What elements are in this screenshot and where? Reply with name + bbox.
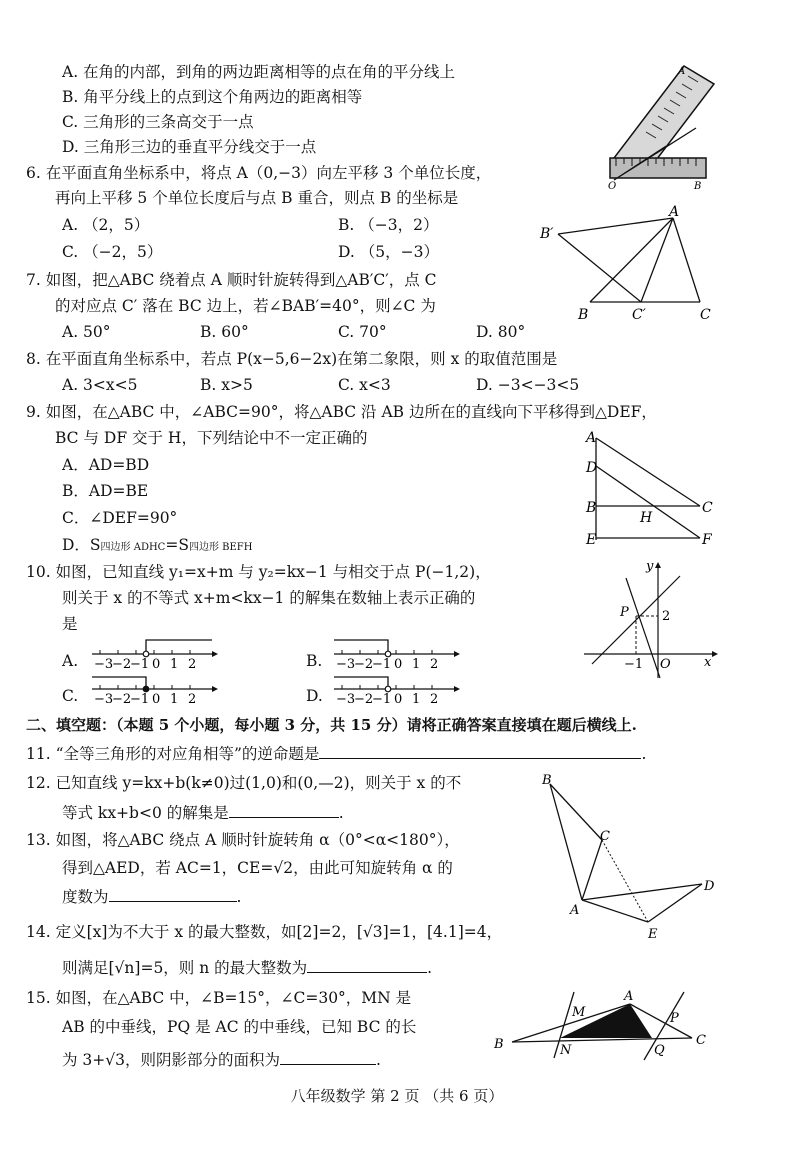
ruler-label-b: B bbox=[694, 181, 702, 192]
q8-option-b: B. x>5 bbox=[200, 376, 253, 394]
q10-label-o: O bbox=[660, 657, 671, 672]
q15-figure bbox=[490, 990, 716, 1062]
q9-label-f: F bbox=[702, 532, 712, 548]
q12-stem-line1: 12. 已知直线 y=kx+b(k≠0)过(1,0)和(0,—2)，则关于 x 的不 bbox=[26, 774, 462, 792]
q12-end: . bbox=[338, 804, 344, 822]
q10-b-tick: −1 bbox=[372, 657, 392, 672]
q13-label-e: E bbox=[648, 927, 658, 942]
q11-end: . bbox=[641, 745, 647, 763]
q10-a-tick: 1 bbox=[170, 657, 179, 672]
q5-option-a: A. 在角的内部，到角的两边距离相等的点在角的平分线上 bbox=[62, 63, 456, 81]
q15-label-b: B bbox=[494, 1037, 504, 1052]
q10-option-a-label: A. bbox=[62, 652, 79, 670]
q15-label-q: Q bbox=[654, 1043, 665, 1058]
q10-stem-line2: 则关于 x 的不等式 x+m<kx−1 的解集在数轴上表示正确的 bbox=[62, 589, 476, 607]
q10-label-p: P bbox=[620, 605, 629, 620]
q14-line2-text: 则满足[√n]=5，则 n 的最大整数为 bbox=[62, 959, 308, 977]
q7-option-d: D. 80° bbox=[476, 323, 526, 341]
q13-stem-line2: 得到△AED，若 AC=1，CE=√2，由此可知旋转角 α 的 bbox=[62, 859, 453, 877]
q11-answer-blank[interactable] bbox=[319, 744, 641, 759]
q12-answer-blank[interactable] bbox=[229, 803, 339, 818]
q13-stem-line1: 13. 如图，将△ABC 绕点 A 顺时针旋转角 α（0°<α<180°）， bbox=[26, 831, 460, 849]
q10-option-b-label: B. bbox=[306, 652, 323, 670]
q10-option-c-label: C. bbox=[62, 687, 79, 705]
q10-label-two: 2 bbox=[662, 609, 671, 624]
q10-a-tick: −1 bbox=[130, 657, 150, 672]
q11-text: 11. “全等三角形的对应角相等”的逆命题是 bbox=[26, 745, 320, 763]
q12-line2-text: 等式 kx+b<0 的解集是 bbox=[62, 804, 229, 822]
q9-label-e: E bbox=[586, 532, 597, 548]
q15-end: . bbox=[376, 1051, 381, 1069]
q9-option-d-sub1: 四边形 ADHC bbox=[100, 542, 166, 553]
ruler-figure bbox=[606, 62, 722, 190]
q10-b-tick: 0 bbox=[394, 657, 403, 672]
q6-option-a: A. （2，5） bbox=[62, 216, 150, 234]
q9-option-d-eq: =S bbox=[165, 536, 189, 554]
q15-stem-line2: AB 的中垂线，PQ 是 AC 的中垂线，已知 BC 的长 bbox=[62, 1018, 417, 1036]
q10-option-d-numberline bbox=[330, 671, 462, 705]
q9-option-d bbox=[62, 535, 252, 558]
q10-label-neg1: −1 bbox=[624, 657, 644, 672]
q7-label-b1: B′ bbox=[540, 226, 554, 242]
q7-stem-line1: 7. 如图，把△ABC 绕着点 A 顺时针旋转得到△AB′C′，点 C bbox=[26, 271, 437, 289]
q10-c-tick: −1 bbox=[130, 692, 150, 707]
q15-label-p: P bbox=[670, 1011, 679, 1026]
q10-b-tick: 1 bbox=[412, 657, 421, 672]
q10-stem-line3: 是 bbox=[62, 615, 78, 633]
q10-d-tick: 1 bbox=[412, 692, 421, 707]
q10-label-y: y bbox=[646, 559, 654, 574]
q6-option-d: D. （5，−3） bbox=[338, 243, 439, 261]
q13-answer-blank[interactable] bbox=[109, 887, 237, 902]
q15-stem-line1: 15. 如图，在△ABC 中，∠B=15°，∠C=30°，MN 是 bbox=[26, 989, 412, 1007]
q15-stem-line3 bbox=[62, 1050, 381, 1070]
q9-stem-line1: 9. 如图，在△ABC 中，∠ABC=90°，将△ABC 沿 AB 边所在的直线向下平移得到△DEF， bbox=[26, 403, 657, 421]
q13-figure bbox=[536, 770, 726, 948]
ruler-label-o: O bbox=[608, 181, 617, 192]
page-footer: 八年级数学 第 2 页 （共 6 页） bbox=[290, 1087, 504, 1105]
q6-option-b: B. （−3，2） bbox=[338, 216, 439, 234]
q6-stem-line1: 6. 在平面直角坐标系中，将点 A（0,−3）向左平移 3 个单位长度， bbox=[26, 164, 492, 182]
q9-label-h: H bbox=[640, 510, 653, 526]
q13-label-d: D bbox=[704, 879, 715, 894]
q9-option-a: A．AD=BD bbox=[62, 456, 150, 474]
q15-answer-blank[interactable] bbox=[280, 1050, 376, 1065]
q13-label-b: B bbox=[542, 773, 552, 788]
q10-b-tick: −3 bbox=[336, 657, 356, 672]
q7-stem-line2: 的对应点 C′ 落在 BC 边上，若∠BAB′=40°，则∠C 为 bbox=[55, 297, 436, 315]
q10-option-c-numberline bbox=[88, 671, 220, 705]
q7-label-c: C bbox=[700, 307, 711, 323]
q14-stem-line2 bbox=[62, 958, 432, 978]
q9-option-b: B．AD=BE bbox=[62, 482, 149, 500]
q9-label-b: B bbox=[586, 500, 597, 516]
q10-label-x: x bbox=[704, 655, 712, 670]
q7-option-b: B. 60° bbox=[200, 323, 249, 341]
q10-c-tick: 2 bbox=[188, 692, 197, 707]
q14-answer-blank[interactable] bbox=[307, 958, 427, 973]
q7-figure bbox=[538, 206, 718, 324]
q10-d-tick: −1 bbox=[372, 692, 392, 707]
q5-option-c: C. 三角形的三条高交于一点 bbox=[62, 113, 254, 131]
q9-option-d-prefix: D．S bbox=[62, 536, 101, 554]
q5-option-d: D. 三角形三边的垂直平分线交于一点 bbox=[62, 138, 317, 156]
q10-d-tick: −2 bbox=[354, 692, 374, 707]
q9-label-a: A bbox=[586, 430, 597, 446]
q13-end: . bbox=[236, 888, 242, 906]
q7-label-a: A bbox=[669, 204, 680, 220]
q15-label-a: A bbox=[624, 989, 634, 1004]
q10-d-tick: −3 bbox=[336, 692, 356, 707]
q10-c-tick: 0 bbox=[152, 692, 161, 707]
q15-label-c: C bbox=[696, 1033, 706, 1048]
q15-label-n: N bbox=[560, 1043, 572, 1058]
q8-option-d: D. −3<−3<5 bbox=[476, 376, 580, 394]
q5-option-b: B. 角平分线上的点到这个角两边的距离相等 bbox=[62, 88, 363, 106]
q10-option-a-numberline bbox=[88, 636, 220, 670]
q9-label-c: C bbox=[702, 500, 713, 516]
q15-label-m: M bbox=[572, 1005, 586, 1020]
q10-c-tick: −2 bbox=[112, 692, 132, 707]
ruler-label-a: A bbox=[678, 66, 686, 77]
q10-a-tick: −3 bbox=[94, 657, 114, 672]
q10-d-tick: 0 bbox=[394, 692, 403, 707]
q10-figure bbox=[580, 560, 720, 680]
q10-c-tick: −3 bbox=[94, 692, 114, 707]
q10-option-b-numberline bbox=[330, 636, 462, 670]
q6-option-c: C. （−2，5） bbox=[62, 243, 163, 261]
q9-option-d-sub2: 四边形 BEFH bbox=[188, 542, 253, 553]
q13-label-a: A bbox=[570, 903, 580, 918]
q8-option-a: A. 3<x<5 bbox=[62, 376, 138, 394]
q14-end: . bbox=[427, 959, 433, 977]
q8-option-c: C. x<3 bbox=[338, 376, 391, 394]
q8-stem: 8. 在平面直角坐标系中，若点 P(x−5,6−2x)在第二象限，则 x 的取值范围是 bbox=[26, 350, 558, 368]
q11-stem bbox=[26, 744, 646, 764]
q14-stem-line1: 14. 定义[x]为不大于 x 的最大整数，如[2]=2，[√3]=1，[4.1]=4， bbox=[26, 923, 503, 941]
q9-option-c: C．∠DEF=90° bbox=[62, 509, 178, 527]
q10-a-tick: 2 bbox=[188, 657, 197, 672]
q13-line3-text: 度数为 bbox=[62, 888, 109, 906]
q7-option-a: A. 50° bbox=[62, 323, 111, 341]
q15-line3-text: 为 3+√3，则阴影部分的面积为 bbox=[62, 1051, 281, 1069]
q10-b-tick: −2 bbox=[354, 657, 374, 672]
q7-label-b: B bbox=[578, 307, 589, 323]
q10-option-d-label: D. bbox=[306, 687, 323, 705]
q9-figure bbox=[582, 428, 722, 552]
q7-label-c1: C′ bbox=[632, 307, 646, 323]
q10-a-tick: −2 bbox=[112, 657, 132, 672]
q13-label-c: C bbox=[600, 829, 610, 844]
q9-label-d: D bbox=[586, 460, 598, 476]
section2-heading: 二、填空题：（本题 5 个小题，每小题 3 分，共 15 分）请将正确答案直接填在题后横线上. bbox=[26, 716, 637, 734]
q10-d-tick: 2 bbox=[430, 692, 439, 707]
q6-stem-line2: 再向上平移 5 个单位长度后与点 B 重合，则点 B 的坐标是 bbox=[55, 189, 459, 207]
q9-stem-line2: BC 与 DF 交于 H，下列结论中不一定正确的 bbox=[55, 429, 368, 447]
q10-stem-line1: 10. 如图，已知直线 y₁=x+m 与 y₂=kx−1 与相交于点 P(−1,2)， bbox=[26, 563, 491, 581]
q7-option-c: C. 70° bbox=[338, 323, 387, 341]
q12-stem-line2 bbox=[62, 803, 344, 823]
q10-c-tick: 1 bbox=[170, 692, 179, 707]
q13-stem-line3 bbox=[62, 887, 241, 907]
q10-b-tick: 2 bbox=[430, 657, 439, 672]
q10-a-tick: 0 bbox=[152, 657, 161, 672]
